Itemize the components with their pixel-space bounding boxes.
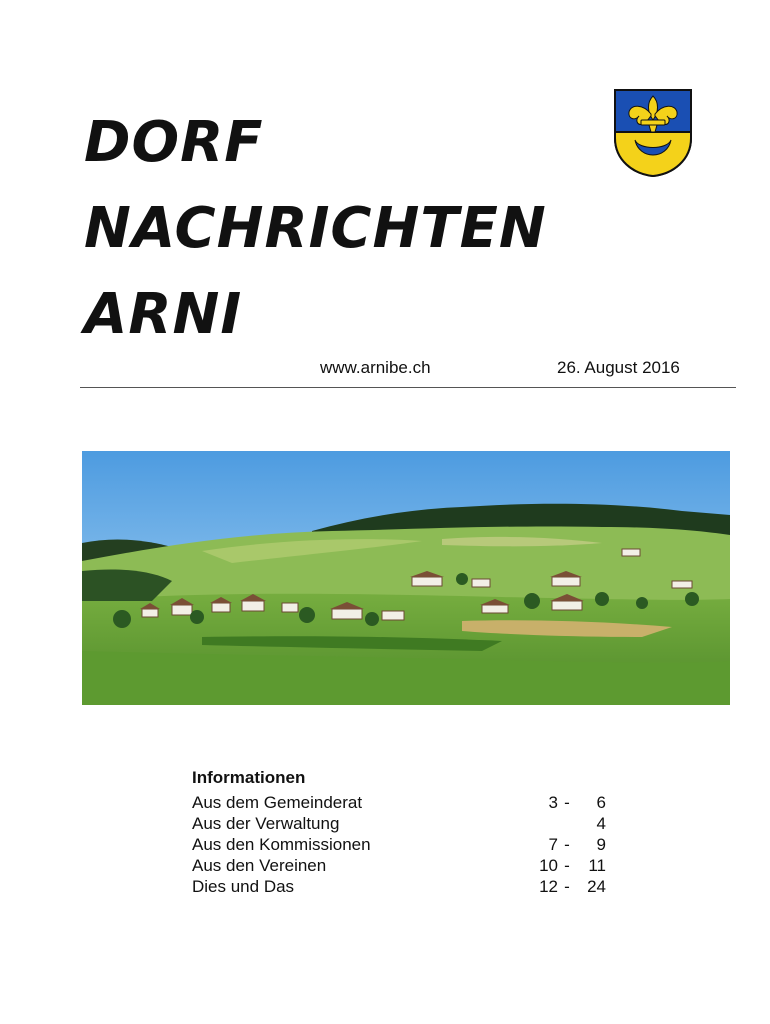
landscape-photo — [82, 451, 730, 705]
toc-entry-label: Aus den Kommissionen — [192, 835, 371, 854]
header-divider — [80, 387, 736, 388]
toc-page-end: 6 — [596, 793, 606, 812]
toc-entry-label: Aus dem Gemeinderat — [192, 793, 363, 812]
title-line-3: ARNI — [84, 282, 243, 347]
toc-heading: Informationen — [192, 768, 306, 787]
toc-page-start — [522, 813, 558, 834]
toc-page-dash: - — [564, 856, 570, 875]
newsletter-title — [84, 100, 547, 358]
toc-page-dash — [558, 813, 576, 834]
toc-page-dash: - — [564, 793, 570, 812]
issue-date: 26. August 2016 — [557, 358, 680, 377]
toc-entry-pages — [522, 855, 606, 876]
toc-entry-pages — [522, 813, 606, 834]
toc-page-start: 10 — [539, 856, 558, 875]
toc-page-dash: - — [564, 877, 570, 896]
website-url: www.arnibe.ch — [320, 358, 431, 377]
toc-page-end: 4 — [596, 814, 606, 833]
toc-page-start: 3 — [548, 793, 558, 812]
toc-page-end: 9 — [596, 835, 606, 854]
title-line-2: NACHRICHTEN — [84, 196, 547, 261]
toc-page-end: 11 — [588, 856, 606, 875]
title-line-1: DORF — [84, 110, 264, 175]
toc-page-end: 24 — [587, 877, 606, 896]
toc-entry — [192, 855, 612, 876]
toc-entry-pages — [522, 876, 606, 897]
toc-entry-pages — [522, 792, 606, 813]
toc-entry — [192, 876, 612, 897]
toc-entry-label: Aus der Verwaltung — [192, 814, 340, 833]
toc-entry-label: Dies und Das — [192, 877, 295, 896]
table-of-contents — [192, 768, 612, 897]
toc-entry-pages — [522, 834, 606, 855]
toc-page-start: 12 — [539, 877, 558, 896]
toc-entry — [192, 813, 612, 834]
toc-entry — [192, 792, 612, 813]
coat-of-arms-icon — [611, 86, 695, 178]
toc-entry — [192, 834, 612, 855]
toc-page-dash: - — [564, 835, 570, 854]
toc-entry-label: Aus den Vereinen — [192, 856, 327, 875]
toc-page-start: 7 — [548, 835, 558, 854]
